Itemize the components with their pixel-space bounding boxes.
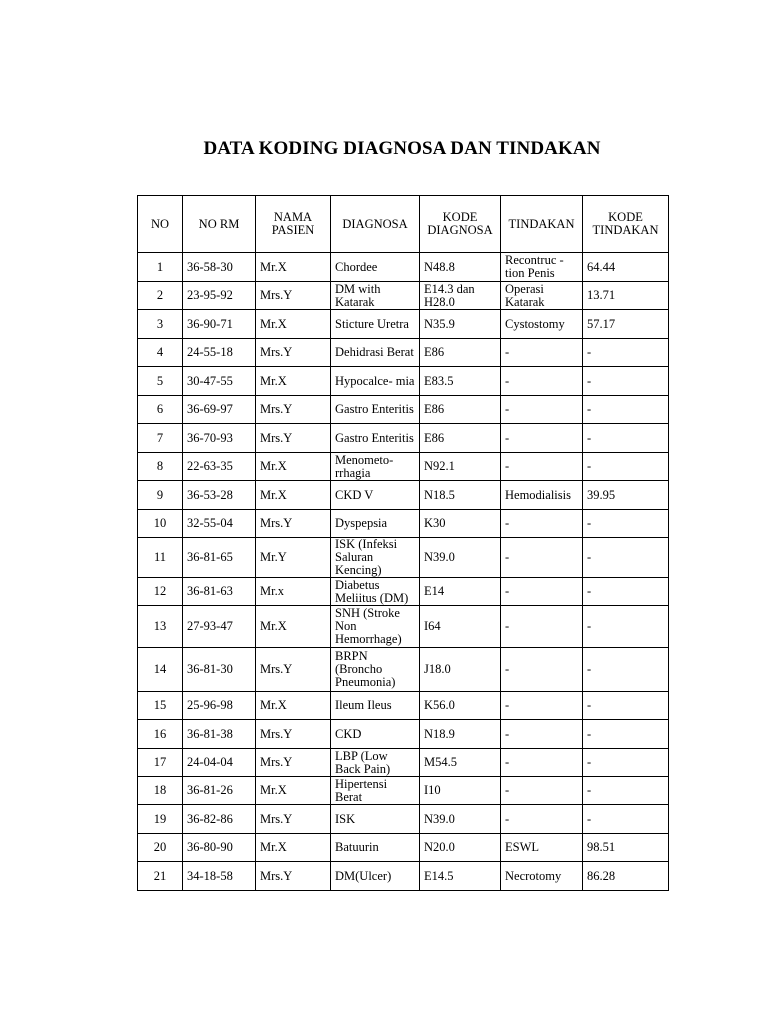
cell-nama-pasien: Mrs.Y: [256, 648, 331, 692]
cell-tindakan: Necrotomy: [501, 862, 583, 891]
cell-tindakan: -: [501, 648, 583, 692]
table-row: [138, 538, 669, 578]
cell-no-rm: 25-96-98: [183, 692, 256, 720]
cell-no: 7: [138, 424, 183, 453]
table-row: [138, 805, 669, 834]
cell-kode-tindakan: -: [583, 720, 669, 749]
cell-no: 21: [138, 862, 183, 891]
table-row: [138, 749, 669, 777]
cell-diagnosa: ISK (Infeksi Saluran Kencing): [331, 538, 420, 578]
cell-no-rm: 30-47-55: [183, 367, 256, 396]
cell-no-rm: 36-81-26: [183, 777, 256, 805]
coding-table: [137, 195, 669, 891]
cell-no: 1: [138, 253, 183, 282]
cell-no: 6: [138, 396, 183, 424]
cell-nama-pasien: Mr.X: [256, 253, 331, 282]
cell-nama-pasien: Mr.X: [256, 481, 331, 510]
cell-nama-pasien: Mr.X: [256, 310, 331, 339]
cell-diagnosa: Sticture Uretra: [331, 310, 420, 339]
header-no-rm: NO RM: [183, 196, 256, 253]
table-row: [138, 424, 669, 453]
cell-no-rm: 36-81-63: [183, 578, 256, 606]
cell-nama-pasien: Mrs.Y: [256, 862, 331, 891]
cell-no-rm: 34-18-58: [183, 862, 256, 891]
cell-kode-diagnosa: N92.1: [420, 453, 501, 481]
cell-nama-pasien: Mr.X: [256, 692, 331, 720]
cell-kode-tindakan: -: [583, 538, 669, 578]
cell-nama-pasien: Mrs.Y: [256, 396, 331, 424]
cell-nama-pasien: Mr.X: [256, 834, 331, 862]
cell-no: 14: [138, 648, 183, 692]
cell-diagnosa: Gastro Enteritis: [331, 424, 420, 453]
cell-diagnosa: Dehidrasi Berat: [331, 339, 420, 367]
cell-kode-diagnosa: J18.0: [420, 648, 501, 692]
cell-nama-pasien: Mr.x: [256, 578, 331, 606]
page-title: DATA KODING DIAGNOSA DAN TINDAKAN: [203, 138, 601, 159]
cell-kode-tindakan: -: [583, 692, 669, 720]
cell-kode-tindakan: 98.51: [583, 834, 669, 862]
cell-kode-diagnosa: E14: [420, 578, 501, 606]
cell-kode-diagnosa: E14.5: [420, 862, 501, 891]
cell-tindakan: -: [501, 453, 583, 481]
cell-kode-tindakan: 13.71: [583, 282, 669, 310]
cell-kode-tindakan: -: [583, 510, 669, 538]
cell-no: 3: [138, 310, 183, 339]
cell-no-rm: 36-81-65: [183, 538, 256, 578]
cell-no-rm: 36-80-90: [183, 834, 256, 862]
cell-tindakan: -: [501, 538, 583, 578]
cell-kode-diagnosa: I64: [420, 606, 501, 648]
cell-diagnosa: DM with Katarak: [331, 282, 420, 310]
cell-kode-tindakan: 64.44: [583, 253, 669, 282]
cell-tindakan: -: [501, 749, 583, 777]
cell-diagnosa: CKD V: [331, 481, 420, 510]
cell-nama-pasien: Mrs.Y: [256, 749, 331, 777]
cell-no-rm: 22-63-35: [183, 453, 256, 481]
cell-no-rm: 36-58-30: [183, 253, 256, 282]
cell-kode-diagnosa: E86: [420, 424, 501, 453]
cell-no: 5: [138, 367, 183, 396]
header-nama-pasien: NAMA PASIEN: [256, 196, 331, 253]
cell-kode-tindakan: -: [583, 777, 669, 805]
cell-nama-pasien: Mrs.Y: [256, 720, 331, 749]
cell-no-rm: 36-82-86: [183, 805, 256, 834]
cell-kode-tindakan: 86.28: [583, 862, 669, 891]
cell-diagnosa: DM(Ulcer): [331, 862, 420, 891]
cell-diagnosa: Hypocalce- mia: [331, 367, 420, 396]
cell-nama-pasien: Mrs.Y: [256, 282, 331, 310]
cell-tindakan: Cystostomy: [501, 310, 583, 339]
table-row: [138, 510, 669, 538]
cell-no-rm: 23-95-92: [183, 282, 256, 310]
cell-no: 15: [138, 692, 183, 720]
cell-nama-pasien: Mrs.Y: [256, 339, 331, 367]
cell-diagnosa: BRPN (Broncho Pneumonia): [331, 648, 420, 692]
cell-nama-pasien: Mr.X: [256, 367, 331, 396]
cell-kode-diagnosa: M54.5: [420, 749, 501, 777]
cell-no: 18: [138, 777, 183, 805]
cell-tindakan: -: [501, 424, 583, 453]
cell-kode-diagnosa: N35.9: [420, 310, 501, 339]
cell-no-rm: 36-81-30: [183, 648, 256, 692]
table-row: [138, 578, 669, 606]
cell-diagnosa: Dyspepsia: [331, 510, 420, 538]
cell-nama-pasien: Mr.X: [256, 777, 331, 805]
cell-no: 20: [138, 834, 183, 862]
table-row: [138, 253, 669, 282]
table-row: [138, 282, 669, 310]
cell-kode-diagnosa: E86: [420, 396, 501, 424]
cell-kode-tindakan: 57.17: [583, 310, 669, 339]
cell-kode-tindakan: -: [583, 453, 669, 481]
table-header-row: [138, 196, 669, 253]
cell-no-rm: 24-04-04: [183, 749, 256, 777]
cell-tindakan: -: [501, 339, 583, 367]
cell-tindakan: -: [501, 396, 583, 424]
cell-kode-diagnosa: E86: [420, 339, 501, 367]
cell-no-rm: 36-81-38: [183, 720, 256, 749]
cell-no: 8: [138, 453, 183, 481]
cell-no: 4: [138, 339, 183, 367]
cell-no-rm: 24-55-18: [183, 339, 256, 367]
cell-kode-diagnosa: N18.9: [420, 720, 501, 749]
cell-diagnosa: Hipertensi Berat: [331, 777, 420, 805]
cell-kode-tindakan: -: [583, 578, 669, 606]
cell-no-rm: 36-69-97: [183, 396, 256, 424]
table-row: [138, 481, 669, 510]
cell-tindakan: -: [501, 578, 583, 606]
cell-no: 16: [138, 720, 183, 749]
table-row: [138, 339, 669, 367]
header-kode-tindakan: KODE TINDAKAN: [583, 196, 669, 253]
cell-kode-diagnosa: N48.8: [420, 253, 501, 282]
header-kode-diagnosa: KODE DIAGNOSA: [420, 196, 501, 253]
cell-kode-tindakan: -: [583, 805, 669, 834]
cell-tindakan: Hemodialisis: [501, 481, 583, 510]
table-row: [138, 310, 669, 339]
cell-no: 2: [138, 282, 183, 310]
cell-no: 13: [138, 606, 183, 648]
cell-no: 9: [138, 481, 183, 510]
table-row: [138, 396, 669, 424]
table-row: [138, 720, 669, 749]
cell-tindakan: -: [501, 805, 583, 834]
table-row: [138, 692, 669, 720]
cell-kode-tindakan: -: [583, 749, 669, 777]
table-row: [138, 367, 669, 396]
cell-no: 10: [138, 510, 183, 538]
cell-kode-tindakan: -: [583, 339, 669, 367]
cell-kode-diagnosa: E83.5: [420, 367, 501, 396]
cell-nama-pasien: Mrs.Y: [256, 510, 331, 538]
cell-diagnosa: Menometo- rrhagia: [331, 453, 420, 481]
cell-no: 19: [138, 805, 183, 834]
cell-tindakan: Operasi Katarak: [501, 282, 583, 310]
cell-no-rm: 32-55-04: [183, 510, 256, 538]
cell-diagnosa: Gastro Enteritis: [331, 396, 420, 424]
cell-no: 17: [138, 749, 183, 777]
cell-diagnosa: LBP (Low Back Pain): [331, 749, 420, 777]
cell-diagnosa: Chordee: [331, 253, 420, 282]
cell-tindakan: -: [501, 777, 583, 805]
cell-diagnosa: Batuurin: [331, 834, 420, 862]
cell-kode-tindakan: -: [583, 648, 669, 692]
cell-nama-pasien: Mr.Y: [256, 538, 331, 578]
cell-kode-diagnosa: N39.0: [420, 538, 501, 578]
cell-nama-pasien: Mrs.Y: [256, 805, 331, 834]
cell-tindakan: -: [501, 692, 583, 720]
cell-nama-pasien: Mr.X: [256, 606, 331, 648]
header-no: NO: [138, 196, 183, 253]
cell-tindakan: -: [501, 510, 583, 538]
cell-no: 11: [138, 538, 183, 578]
cell-kode-diagnosa: K30: [420, 510, 501, 538]
cell-tindakan: Recontruc - tion Penis: [501, 253, 583, 282]
cell-kode-diagnosa: N18.5: [420, 481, 501, 510]
cell-kode-diagnosa: I10: [420, 777, 501, 805]
cell-no-rm: 36-70-93: [183, 424, 256, 453]
cell-tindakan: -: [501, 720, 583, 749]
table-row: [138, 777, 669, 805]
cell-kode-tindakan: 39.95: [583, 481, 669, 510]
cell-diagnosa: SNH (Stroke Non Hemorrhage): [331, 606, 420, 648]
header-tindakan: TINDAKAN: [501, 196, 583, 253]
cell-kode-diagnosa: E14.3 dan H28.0: [420, 282, 501, 310]
cell-kode-diagnosa: N20.0: [420, 834, 501, 862]
cell-diagnosa: Diabetus Meliitus (DM): [331, 578, 420, 606]
cell-no-rm: 36-90-71: [183, 310, 256, 339]
cell-nama-pasien: Mr.X: [256, 453, 331, 481]
table-row: [138, 453, 669, 481]
cell-no-rm: 27-93-47: [183, 606, 256, 648]
cell-no-rm: 36-53-28: [183, 481, 256, 510]
cell-tindakan: ESWL: [501, 834, 583, 862]
cell-kode-tindakan: -: [583, 396, 669, 424]
cell-kode-diagnosa: K56.0: [420, 692, 501, 720]
cell-kode-diagnosa: N39.0: [420, 805, 501, 834]
table-row: [138, 648, 669, 692]
table-body: [138, 253, 669, 891]
table-row: [138, 606, 669, 648]
header-diagnosa: DIAGNOSA: [331, 196, 420, 253]
cell-kode-tindakan: -: [583, 424, 669, 453]
cell-kode-tindakan: -: [583, 367, 669, 396]
table-row: [138, 862, 669, 891]
cell-diagnosa: ISK: [331, 805, 420, 834]
table-row: [138, 834, 669, 862]
cell-tindakan: -: [501, 367, 583, 396]
cell-diagnosa: Ileum Ileus: [331, 692, 420, 720]
cell-nama-pasien: Mrs.Y: [256, 424, 331, 453]
cell-kode-tindakan: -: [583, 606, 669, 648]
cell-diagnosa: CKD: [331, 720, 420, 749]
cell-no: 12: [138, 578, 183, 606]
cell-tindakan: -: [501, 606, 583, 648]
